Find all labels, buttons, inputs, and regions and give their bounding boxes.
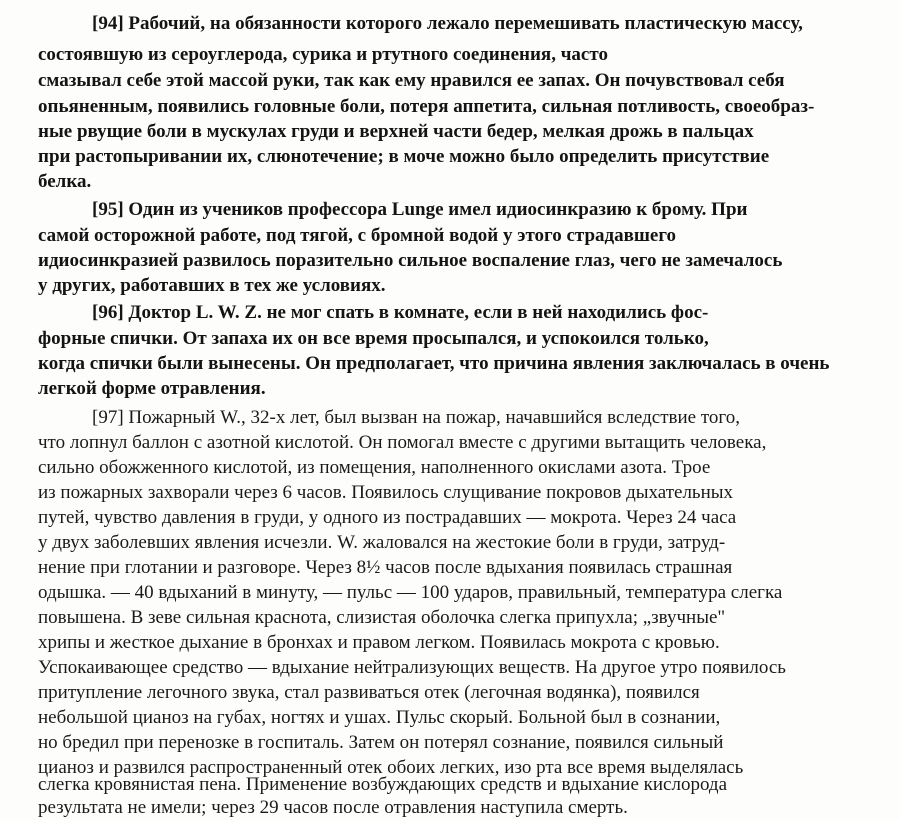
paragraph-97-line-11: Успокаивающее средство — вдыхание нейтрализующих веществ. На другое утро появилось [38,657,786,678]
paragraph-97-line-5: путей, чувство давления в груди, у одного из пострадавших — мокрота. Через 24 часа [38,507,737,528]
paragraph-96-number: [96] [92,302,124,323]
paragraph-94-line-2: состоявшую из сероуглерода, сурика и ртутного соединения, часто [38,44,608,65]
paragraph-96-line-4: легкой форме отравления. [38,378,266,399]
paragraph-95-line-3: идиосинкразией развилось поразительно сильное воспаление глаз, чего не замечалось [38,250,783,271]
paragraph-95-line-2: самой осторожной работе, под тягой, с бромной водой у этого страдавшего [38,225,677,246]
paragraph-95-number: [95] [92,199,124,220]
paragraph-97-line-6: у двух заболевших явления исчезли. W. жаловался на жестокие боли в груди, затруд- [38,532,726,553]
paragraph-94-line-3: смазывал себе этой массой руки, так как ему нравился ее запах. Он почувствовал себя [38,70,785,91]
paragraph-94-line-7: белка. [38,171,92,192]
paragraph-97-number: [97] [92,407,124,428]
paragraph-96-line-1-text: Доктор L. W. Z. не мог спать в комнате, если в ней находились фос- [128,302,709,323]
paragraph-97-line-8: одышка. — 40 вдыханий в минуту, — пульс — 100 ударов, правильный, температура слегка [38,582,783,603]
paragraph-94-line-1 [92,14,884,33]
paragraph-94-line-6: при растопыривании их, слюнотечение; в моче можно было определить присутствие [38,146,770,167]
paragraph-95-line-1 [92,200,747,219]
paragraph-97-line-15: цианоз и развился распространенный отек обоих легких, изо рта все время выделялась [38,757,744,778]
paragraph-97-line-7: нение при глотании и разговоре. Через 8½ часов после вдыхания появилась страшная [38,557,733,578]
paragraph-97-line-4: из пожарных захворали через 6 часов. Появилось слущивание покровов дыхательных [38,482,734,503]
paragraph-95-line-1-text: Один из учеников профессора Lunge имел идиосинкразию к брому. При [128,199,748,220]
paragraph-97-line-3: сильно обожженного кислотой, из помещения, наполненного окислами азота. Трое [38,457,711,478]
paragraph-96-line-3: когда спички были вынесены. Он предполагает, что причина явления заключалась в очень [38,353,830,374]
paragraph-94-number: [94] [92,13,124,34]
paragraph-95-line-4: у других, работавших в тех же условиях. [38,275,386,296]
paragraph-96-line-1 [92,303,708,322]
paragraph-94-line-1-text: Рабочий, на обязанности которого лежало перемешивать пластическую массу, [128,13,803,34]
paragraph-97-line-16: слегка кровянистая пена. Применение возбуждающих средств и вдыхание кислорода [38,774,728,795]
paragraph-97-line-1 [92,408,740,427]
paragraph-97-line-9: повышена. В зеве сильная краснота, слизистая оболочка слегка припухла; „звучные" [38,607,726,628]
paragraph-97-line-13: небольшой цианоз на губах, ногтях и ушах. Пульс скорый. Больной был в сознании, [38,707,721,728]
paragraph-94-line-4: опьяненным, появились головные боли, потеря аппетита, сильная потливость, своеобраз- [38,96,815,117]
paragraph-97-line-14: но бредил при перенозке в госпиталь. Затем он потерял сознание, появился сильный [38,732,724,753]
paragraph-97-line-17: результата не имели; через 29 часов после отравления наступила смерть. [38,797,628,818]
paragraph-94-line-5: ные рвущие боли в мускулах груди и верхней части бедер, мелкая дрожь в пальцах [38,121,754,142]
paragraph-96-line-2: форные спички. От запаха их он все время просыпался, и успокоился только, [38,328,709,349]
paragraph-97-line-1-text: Пожарный W., 32-х лет, был вызван на пожар, начавшийся вследствие того, [128,407,740,428]
paragraph-97-line-2: что лопнул баллон с азотной кислотой. Он помогал вместе с другими вытащить человека, [38,432,767,453]
paragraph-97-line-10: хрипы и жесткое дыхание в бронхах и правом легком. Появилась мокрота с кровью. [38,632,720,653]
paragraph-97-line-12: притупление легочного звука, стал развиваться отек (легочная водянка), появился [38,682,700,703]
